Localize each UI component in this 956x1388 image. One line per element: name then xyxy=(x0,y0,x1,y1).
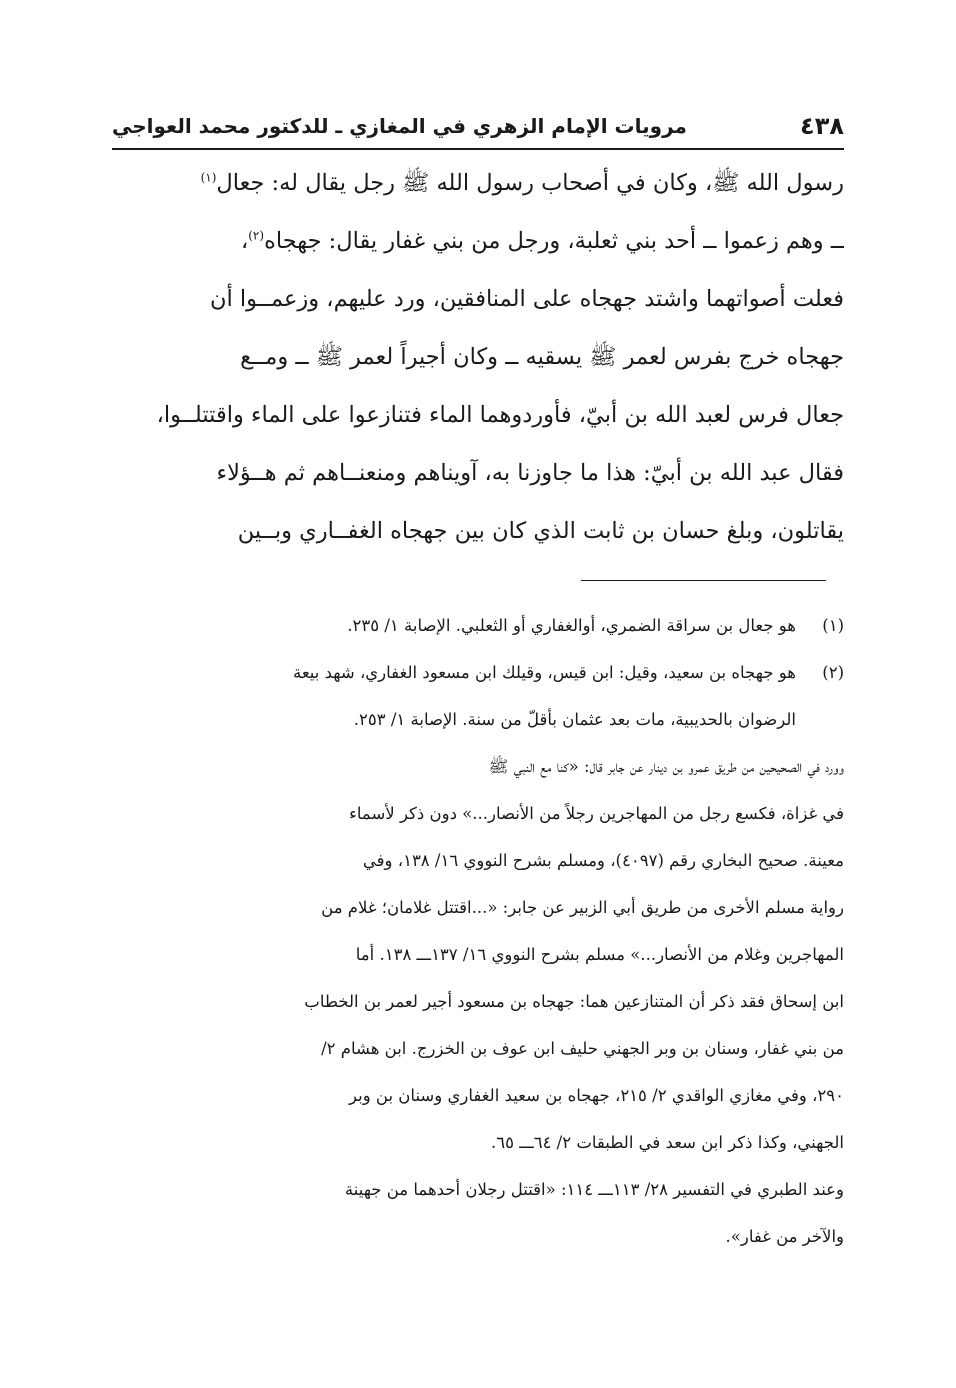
footnotes xyxy=(112,606,844,1264)
page-number: ٤٣٨ xyxy=(800,112,844,140)
main-text xyxy=(112,154,844,560)
text-line: فعلت أصواتهما واشتد جهجاه على المنافقين، ورد عليهم، وزعمــوا أن xyxy=(210,286,844,312)
footnote-line: وعند الطبري في التفسير ٢٨/ ١١٣ـــ ١١٤: «اقتتل رجلان أحدهما من جهينة xyxy=(344,1180,844,1199)
footnote-ref: (٢) xyxy=(248,228,265,243)
footnote-line: المهاجرين وغلام من الأنصار...» مسلم بشرح النووي ١٦/ ١٣٧ـــ ١٣٨. أما xyxy=(355,945,844,964)
footnote-line: معينة. صحيح البخاري رقم (٤٠٩٧)، ومسلم بشرح النووي ١٦/ ١٣٨، وفي xyxy=(362,851,844,870)
footnote-line: من بني غفار، وسنان بن وبر الجهني حليف ابن عوف بن الخزرج. ابن هشام ٢/ xyxy=(321,1039,844,1058)
footnote-number: (١) xyxy=(822,616,844,635)
footnote-line: والآخر من غفار». xyxy=(725,1227,844,1246)
page-header xyxy=(112,104,844,150)
footnote-line: ابن إسحاق فقد ذكر أن المتنازعين هما: جهجاه بن مسعود أجير لعمر بن الخطاب xyxy=(304,992,844,1011)
footnote-number: (٢) xyxy=(822,663,844,682)
footnote-line: الجهني، وكذا ذكر ابن سعد في الطبقات ٢/ ٦٤ـــ ٦٥. xyxy=(490,1133,844,1152)
footnote-separator xyxy=(581,580,826,581)
text-line: جهجاه خرج بفرس لعمر ﷺ يسقيه ــ وكان أجيراً لعمر ﷺ ــ ومــع xyxy=(240,344,844,370)
footnote-ref: (١) xyxy=(200,170,217,185)
text-line: فقال عبد الله بن أبيّ: هذا ما جاوزنا به، آويناهم ومنعنــاهم ثم هــؤلاء xyxy=(216,460,844,486)
running-title: مرويات الإمام الزهري في المغازي ـ للدكتور محمد العواجي xyxy=(112,114,687,138)
text-line: جعال فرس لعبد الله بن أبيّ، فأوردوهما الماء فتنازعوا على الماء واقتتلــوا، xyxy=(156,402,844,428)
footnote-line: ٢٩٠، وفي مغازي الواقدي ٢/ ٢١٥، جهجاه بن سعيد الغفاري وسنان بن وبر xyxy=(349,1086,844,1105)
text-line: يقاتلون، وبلغ حسان بن ثابت الذي كان بين جهجاه الغفــاري وبــين xyxy=(237,518,844,544)
footnote-line: الرضوان بالحديبية، مات بعد عثمان بأقلّ من سنة. الإصابة ١/ ٢٥٣. xyxy=(353,710,796,729)
footnote-2: (٢)هو جهجاه بن سعيد، وقيل: ابن قيس، وقيلك ابن مسعود الغفاري، شهد بيعة xyxy=(112,653,844,700)
text-line: ــ وهم زعموا ــ أحد بني ثعلبة، ورجل من بني غفار يقال: جهجاه$^{(٢)}$، xyxy=(240,228,844,254)
footnote-1: (١)هو جعال بن سراقة الضمري، أوالغفاري أو الثعلبي. الإصابة ١/ ٢٣٥. xyxy=(112,606,844,653)
text-line: رسول الله ﷺ، وكان في أصحاب رسول الله ﷺ رجل يقال له: جعال$^{(١)}$ xyxy=(200,170,844,196)
footnote-line: رواية مسلم الأخرى من طريق أبي الزبير عن جابر: «...اقتتل غلامان؛ غلام من xyxy=(321,898,844,917)
footnote-line: وورد في الصحيحين من طريق عمرو بن دينار عن جابر قال: «كنا مع النبي ﷺ xyxy=(488,757,844,776)
footnote-line: في غزاة، فكسع رجل من المهاجرين رجلاً من الأنصار...» دون ذكر لأسماء xyxy=(349,804,844,823)
